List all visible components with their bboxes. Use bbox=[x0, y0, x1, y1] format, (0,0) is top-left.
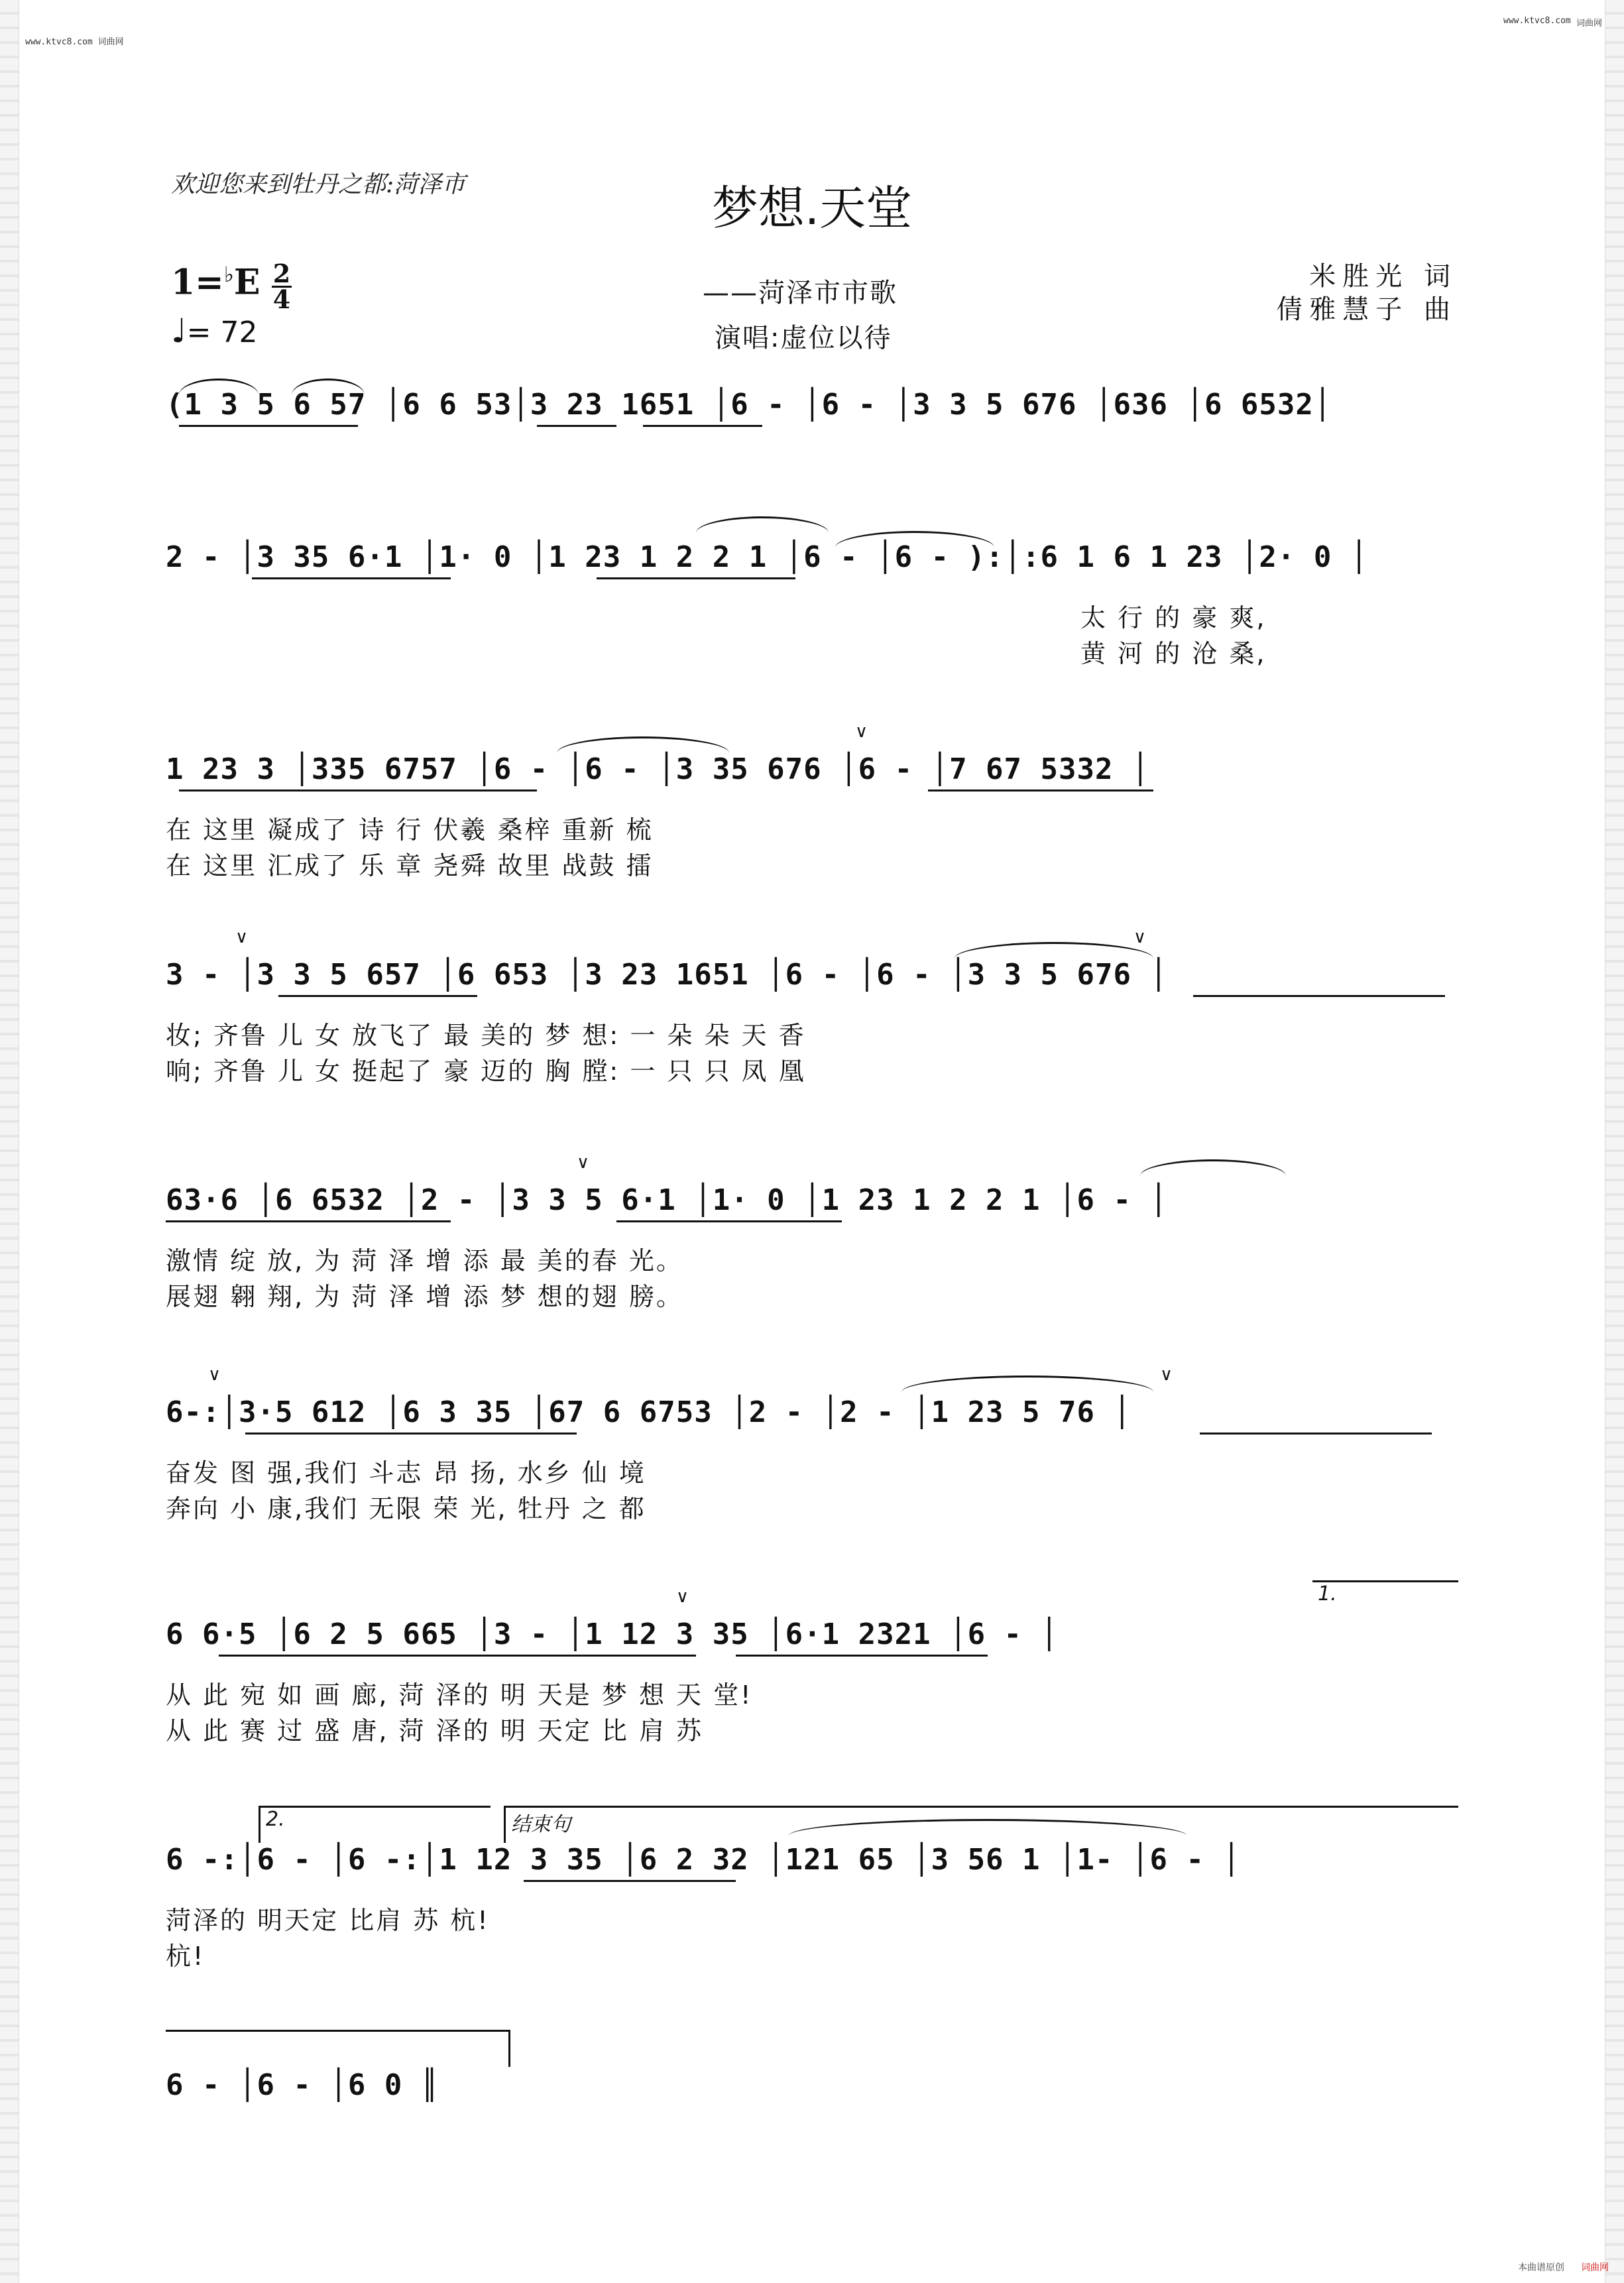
staff-row-2 bbox=[166, 540, 1458, 679]
staff-row-5 bbox=[166, 1153, 1458, 1322]
song-title: 梦想.天堂 bbox=[711, 181, 913, 235]
lyrics-verse-1: 菏泽的 明天定 比肩 苏 杭! bbox=[166, 1906, 490, 1935]
staff-row-8 bbox=[166, 1808, 1458, 1982]
notation-row-9: 6 - │6 - │6 0 ║ bbox=[166, 2068, 439, 2102]
beam bbox=[736, 1655, 988, 1657]
footer-right-text: 词曲网 bbox=[1581, 2262, 1609, 2273]
lyrics-verse-2: 响; 齐鲁 儿 女 挺起了 豪 迈的 胸 膛: 一 只 只 凤 凰 bbox=[166, 1057, 806, 1086]
lyrics-verse-1: 激情 绽 放, 为 菏 泽 增 添 最 美的春 光。 bbox=[166, 1246, 683, 1275]
slur bbox=[557, 736, 729, 753]
breath-mark: ∨ bbox=[1160, 1365, 1173, 1385]
slur bbox=[1140, 1159, 1286, 1176]
key-signature bbox=[171, 262, 261, 302]
breath-mark: ∨ bbox=[235, 927, 249, 947]
beam bbox=[179, 790, 537, 791]
coda-label: 结束句 bbox=[511, 1813, 571, 1836]
notation-row-4: 3 - │3 3 5 657 │6 653 │3 23 1651 │6 - │6 - │3 3 5 676 │ bbox=[166, 958, 1168, 992]
lyricist-credit: 米胜光 词 bbox=[1309, 261, 1457, 292]
beam bbox=[1200, 1433, 1432, 1434]
top-right-site: 词曲网 bbox=[1576, 19, 1603, 29]
footer-left-text: 本曲谱原创 bbox=[1518, 2262, 1564, 2273]
notation-row-5: 63·6 │6 6532 │2 - │3 3 5 6·1 │1· 0 │1 23 1 2 2 1 │6 - │ bbox=[166, 1183, 1168, 1217]
breath-mark: ∨ bbox=[676, 1587, 689, 1607]
lyrics-verse-1: 从 此 宛 如 画 廊, 菏 泽的 明 天是 梦 想 天 堂! bbox=[166, 1680, 753, 1710]
notation-row-6: 6-:│3·5 612 │6 3 35 │67 6 6753 │2 - │2 - │1 23 5 76 │ bbox=[166, 1395, 1131, 1429]
beam bbox=[245, 1433, 577, 1434]
right-border bbox=[1605, 0, 1624, 2283]
beam bbox=[1193, 995, 1445, 997]
flat-symbol: ♭ bbox=[223, 262, 234, 287]
slur bbox=[179, 379, 259, 395]
volta-first-ending bbox=[1312, 1580, 1458, 1617]
notation-row-2: 2 - │3 35 6·1 │1· 0 │1 23 1 2 2 1 │6 - │6 - ):│:6 1 6 1 23 │2· 0 │ bbox=[166, 540, 1369, 574]
notation-row-7: 6 6·5 │6 2 5 665 │3 - │1 12 3 35 │6·1 2321 │6 - │ bbox=[166, 1617, 1059, 1651]
beam bbox=[928, 790, 1153, 791]
slur bbox=[901, 1376, 1153, 1392]
lyrics-verse-2: 从 此 赛 过 盛 唐, 菏 泽的 明 天定 比 肩 苏 bbox=[166, 1716, 704, 1745]
staff-row-7 bbox=[166, 1582, 1458, 1757]
slur bbox=[835, 531, 994, 548]
volta-second-ending bbox=[259, 1806, 491, 1843]
quarter-note-icon: ♩ bbox=[171, 312, 187, 350]
volta-1-label: 1. bbox=[1318, 1582, 1337, 1606]
lyrics-verse-1: 在 这里 凝成了 诗 行 伏羲 桑梓 重新 梳 bbox=[166, 815, 654, 845]
lyrics-verse-1: 奋发 图 强,我们 斗志 昂 扬, 水乡 仙 境 bbox=[166, 1458, 646, 1488]
staff-row-3 bbox=[166, 722, 1458, 892]
lyrics-verse-2: 杭! bbox=[166, 1942, 205, 1971]
beam bbox=[597, 577, 795, 579]
staff-row-9 bbox=[166, 2068, 1458, 2128]
time-top: 2 bbox=[272, 259, 291, 288]
key-prefix: 1= bbox=[171, 262, 224, 303]
staff-row-1 bbox=[166, 388, 1458, 447]
tempo-value: = 72 bbox=[186, 316, 258, 349]
left-border bbox=[0, 0, 19, 2283]
tempo-marking bbox=[171, 312, 257, 350]
notation-row-3: 1 23 3 │335 6757 │6 - │6 - │3 35 676 │6 - │7 67 5332 │ bbox=[166, 752, 1150, 786]
beam bbox=[219, 1655, 696, 1657]
composer-credit: 倩雅慧子 曲 bbox=[1276, 294, 1457, 325]
staff-row-4 bbox=[166, 927, 1458, 1097]
slur bbox=[292, 379, 365, 395]
breath-mark: ∨ bbox=[577, 1153, 590, 1173]
time-signature bbox=[272, 259, 292, 314]
volta-2-label: 2. bbox=[266, 1808, 285, 1831]
singer-credit: 演唱:虚位以待 bbox=[715, 323, 892, 353]
slur bbox=[696, 516, 829, 533]
slur bbox=[955, 942, 1153, 959]
breath-mark: ∨ bbox=[1133, 927, 1147, 947]
lyrics-verse-2: 在 这里 汇成了 乐 章 尧舜 故里 战鼓 擂 bbox=[166, 851, 654, 880]
beam bbox=[278, 995, 477, 997]
lyrics-verse-2: 黄 河 的 沧 桑, bbox=[1080, 639, 1267, 668]
breath-mark: ∨ bbox=[855, 722, 868, 742]
beam bbox=[166, 1220, 451, 1222]
beam bbox=[179, 425, 358, 427]
song-subtitle: ——菏泽市市歌 bbox=[703, 278, 898, 308]
lyrics-verse-1: 妆; 齐鲁 儿 女 放飞了 最 美的 梦 想: 一 朵 朵 天 香 bbox=[166, 1021, 806, 1050]
lyrics-verse-2: 展翅 翱 翔, 为 菏 泽 增 添 梦 想的翅 膀。 bbox=[166, 1282, 683, 1311]
key-letter: E bbox=[233, 262, 261, 303]
beam bbox=[537, 425, 616, 427]
beam bbox=[643, 425, 762, 427]
beam bbox=[524, 1880, 736, 1882]
beam bbox=[252, 577, 451, 579]
beam bbox=[616, 1220, 842, 1222]
notation-row-8: 6 -:│6 - │6 -:│1 12 3 35 │6 2 32 │121 65 │3 56 1 │1- │6 - │ bbox=[166, 1843, 1241, 1877]
top-right-url: www.ktvc8.com bbox=[1503, 16, 1571, 26]
breath-mark: ∨ bbox=[208, 1365, 221, 1385]
welcome-text: 欢迎您来到牡丹之都:菏泽市 bbox=[171, 171, 466, 198]
time-bottom: 4 bbox=[272, 284, 291, 314]
coda-bracket-end bbox=[166, 2030, 510, 2067]
lyrics-verse-2: 奔向 小 康,我们 无限 荣 光, 牡丹 之 都 bbox=[166, 1494, 646, 1523]
top-left-url: www.ktvc8.com 词曲网 bbox=[25, 37, 124, 47]
notation-row-1: (1 3 5 6 57 │6 6 53│3 23 1651 │6 - │6 - │3 3 5 676 │636 │6 6532│ bbox=[166, 388, 1332, 422]
lyrics-verse-1: 太 行 的 豪 爽, bbox=[1080, 603, 1267, 632]
staff-row-6 bbox=[166, 1365, 1458, 1535]
